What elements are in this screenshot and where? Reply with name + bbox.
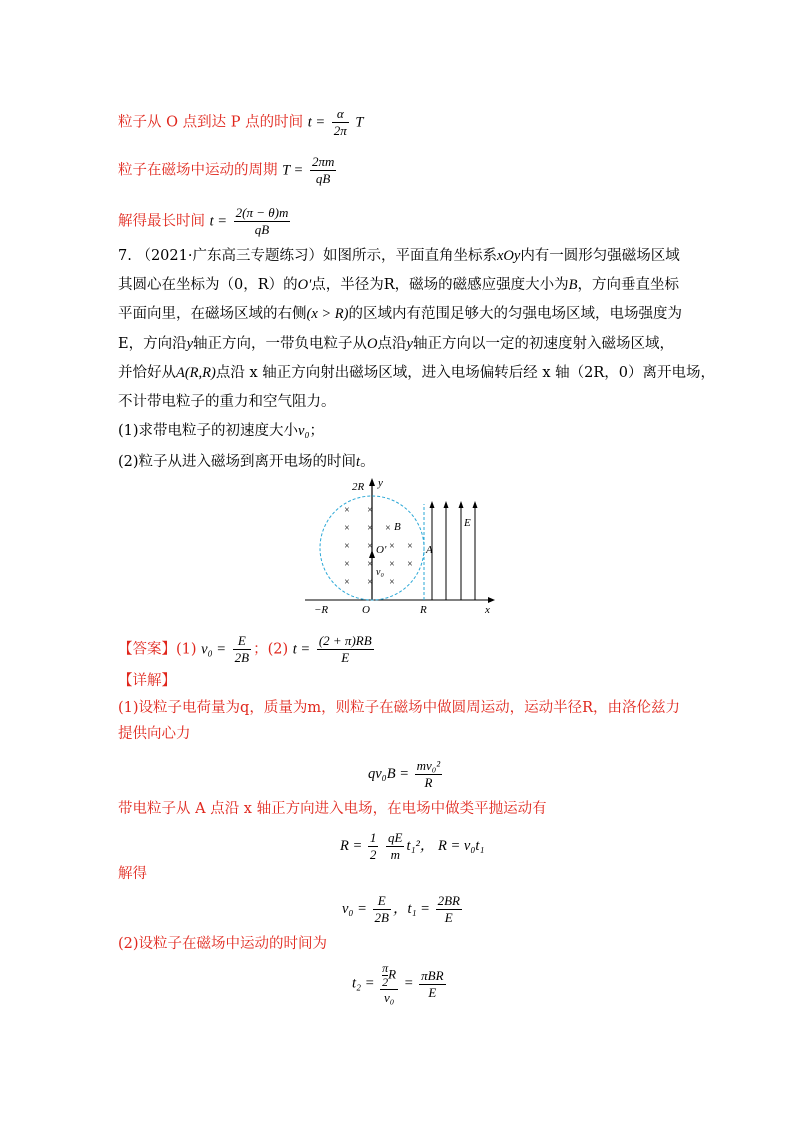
top-line-3-lhs: t = bbox=[209, 213, 228, 230]
label-R: R bbox=[420, 604, 427, 616]
top-line-2-fraction bbox=[310, 154, 336, 187]
answer-v0-lhs: v₀ = bbox=[201, 641, 227, 658]
problem-line-6 bbox=[118, 392, 336, 412]
detail-line-3: 带电粒子从 A 点沿 x 轴正方向进入电场，在电场中做类平抛运动有 bbox=[118, 801, 547, 817]
problem-text: 点沿 bbox=[377, 336, 407, 352]
equation-rhs: R = v₀t₁ bbox=[438, 837, 485, 854]
detail-line-5: (2)设粒子在磁场中运动的时间为 bbox=[118, 936, 328, 952]
math-symbol: xOy bbox=[496, 248, 521, 264]
problem-text: 平面向里，在磁场区域的右侧 bbox=[118, 306, 307, 322]
math-symbol: O' bbox=[297, 277, 312, 293]
top-line-1-lhs: t = bbox=[307, 114, 326, 131]
question-text: (1)求带电粒子的初速度大小 bbox=[118, 423, 299, 439]
fraction-numerator: E bbox=[373, 893, 391, 910]
fraction-denominator: 2π bbox=[333, 123, 347, 138]
cross-mark: × bbox=[385, 523, 391, 534]
fraction-denominator: R bbox=[424, 775, 433, 790]
equation-fraction bbox=[386, 830, 404, 863]
answer-t-fraction bbox=[317, 633, 374, 666]
problem-text: 其圆心在坐标为（0，R）的 bbox=[118, 277, 298, 293]
equation-fraction-half bbox=[368, 830, 379, 863]
problem-text: 内有一圆形匀强磁场区域 bbox=[520, 248, 680, 264]
fraction-denominator: 2B bbox=[374, 910, 389, 925]
cross-mark: × bbox=[367, 559, 373, 570]
problem-line-2 bbox=[118, 275, 679, 295]
fraction-denominator: 2B bbox=[234, 650, 250, 665]
top-line-2-text: 粒子在磁场中运动的周期 bbox=[118, 162, 278, 179]
fraction-denominator: v₀ bbox=[383, 990, 395, 1005]
equation-3 bbox=[342, 893, 464, 926]
fraction-numerator: πBR bbox=[421, 967, 444, 983]
answer-line bbox=[118, 633, 376, 666]
fraction-numerator: (2 + π)RB bbox=[318, 633, 372, 648]
problem-text: 点沿 x 轴正方向射出磁场区域，进入电场偏转后经 x 轴（2R，0）离开电场， bbox=[215, 365, 716, 381]
cross-mark: × bbox=[389, 559, 395, 570]
problem-text: E，方向沿 bbox=[118, 336, 187, 352]
answer-v0-fraction bbox=[233, 633, 251, 666]
fraction-denominator: qB bbox=[315, 171, 331, 186]
answer-t-lhs: t = bbox=[292, 641, 311, 658]
fraction-numerator: 2BR bbox=[437, 893, 460, 908]
fraction-denominator: 2 bbox=[369, 847, 377, 862]
question-text: (2)粒子从进入磁场到离开电场的时间 bbox=[118, 454, 357, 470]
equation-2 bbox=[340, 830, 484, 863]
answer-part-2: (2) bbox=[267, 641, 289, 658]
top-line-1-fraction bbox=[332, 106, 349, 139]
top-line-1-text: 粒子从 O 点到达 P 点的时间 bbox=[118, 114, 304, 131]
question-1 bbox=[118, 421, 324, 441]
problem-line-4 bbox=[118, 334, 674, 354]
label-v0: v₀ bbox=[376, 567, 384, 578]
label-B: B bbox=[394, 521, 401, 533]
fraction-numerator bbox=[380, 962, 398, 990]
equation-lhs: qv₀B = bbox=[368, 765, 409, 782]
equation-term: t₁²， bbox=[406, 837, 435, 854]
cross-mark: × bbox=[367, 523, 373, 534]
label-2R: 2R bbox=[352, 481, 365, 493]
fraction-numerator: qE bbox=[388, 830, 403, 845]
fraction-denominator: E bbox=[444, 910, 453, 925]
numerator-R: R bbox=[388, 966, 397, 982]
problem-text: 如图所示，平面直角坐标系 bbox=[322, 248, 497, 264]
top-line-1 bbox=[118, 106, 363, 139]
equation-equals: = bbox=[403, 975, 414, 992]
math-symbol: O bbox=[367, 336, 378, 352]
math-symbol: t bbox=[356, 454, 361, 470]
equation-lhs: t₂ = bbox=[352, 975, 375, 992]
cross-mark: × bbox=[344, 523, 350, 534]
problem-line-3 bbox=[118, 304, 682, 324]
math-symbol: y bbox=[186, 336, 194, 352]
y-axis-arrow bbox=[369, 478, 375, 486]
equation-fraction bbox=[415, 758, 443, 791]
equation-lhs: v₀ = bbox=[342, 900, 367, 917]
cross-mark: × bbox=[344, 559, 350, 570]
top-line-2-lhs: T = bbox=[282, 162, 304, 179]
fraction-denominator: E bbox=[428, 984, 437, 1000]
cross-mark: × bbox=[367, 505, 373, 516]
top-line-3 bbox=[118, 205, 292, 238]
equation-4 bbox=[352, 962, 448, 1006]
math-symbol: y bbox=[406, 336, 413, 352]
inner-denominator: 2 bbox=[382, 975, 389, 989]
fraction-denominator: qB bbox=[254, 222, 270, 237]
cross-mark: × bbox=[407, 559, 413, 570]
label-E: E bbox=[464, 517, 471, 529]
fraction-denominator: E bbox=[341, 650, 350, 665]
answer-part-1: (1) bbox=[176, 641, 197, 658]
equation-lhs: R = bbox=[340, 837, 363, 854]
fraction-denominator: m bbox=[390, 847, 400, 862]
physics-diagram bbox=[300, 476, 500, 616]
problem-text: 轴正方向，一带负电粒子从 bbox=[193, 336, 368, 352]
top-line-3-fraction bbox=[234, 205, 291, 238]
label-A: A bbox=[426, 544, 433, 556]
cross-mark: × bbox=[344, 505, 350, 516]
label-x: x bbox=[485, 604, 490, 616]
top-line-1-tail: T bbox=[355, 114, 364, 131]
cross-mark: × bbox=[344, 577, 350, 588]
cross-mark: × bbox=[344, 541, 350, 552]
equation-fraction bbox=[373, 893, 391, 926]
detail-line-2: 提供向心力 bbox=[118, 726, 191, 742]
top-line-2 bbox=[118, 154, 338, 187]
answer-tag: 【答案】 bbox=[118, 641, 176, 658]
equation-mid: ，t₁ = bbox=[392, 900, 430, 917]
electric-field-lines bbox=[430, 501, 478, 600]
problem-text: 轴正方向以一定的初速度射入磁场区域， bbox=[412, 336, 674, 352]
fraction-numerator: 2(π − θ)m bbox=[235, 205, 289, 220]
problem-text: 点，半径为R，磁场的磁感应强度大小为 bbox=[311, 277, 569, 293]
fraction-numerator: α bbox=[332, 106, 349, 123]
detail-tag: 【详解】 bbox=[118, 673, 176, 689]
question-2 bbox=[118, 452, 375, 472]
inner-numerator: π bbox=[382, 961, 389, 975]
problem-line-1 bbox=[118, 246, 680, 266]
equation-fraction-2 bbox=[419, 968, 445, 1001]
equation-fraction-2 bbox=[436, 893, 462, 926]
problem-text: ，方向垂直坐标 bbox=[577, 277, 680, 293]
math-symbol: A(R,R) bbox=[176, 365, 216, 381]
problem-text: 的区域内有范围足够大的匀强电场区域，电场强度为 bbox=[348, 306, 682, 322]
label-neg-R: −R bbox=[314, 604, 329, 616]
detail-line-4: 解得 bbox=[118, 866, 147, 882]
label-O: O bbox=[362, 604, 370, 616]
cross-mark: × bbox=[367, 541, 373, 552]
problem-line-5 bbox=[118, 363, 715, 383]
cross-mark: × bbox=[389, 541, 395, 552]
equation-compound-fraction bbox=[380, 962, 398, 1006]
problem-text: 并恰好从 bbox=[118, 365, 176, 381]
equation-1 bbox=[368, 758, 444, 791]
label-y: y bbox=[378, 477, 383, 489]
cross-mark: × bbox=[367, 577, 373, 588]
fraction-numerator: 2πm bbox=[311, 154, 335, 169]
cross-mark: × bbox=[389, 577, 395, 588]
fraction-numerator: E bbox=[233, 633, 251, 650]
math-symbol: B bbox=[568, 277, 578, 293]
question-text: ； bbox=[309, 423, 325, 439]
top-line-3-text: 解得最长时间 bbox=[118, 213, 205, 230]
problem-number: 7. bbox=[118, 248, 132, 264]
question-text: 。 bbox=[360, 454, 375, 470]
math-symbol: (x > R) bbox=[306, 306, 349, 322]
x-axis-arrow bbox=[488, 597, 495, 603]
label-O-prime: O' bbox=[376, 544, 387, 556]
fraction-numerator: mv₀² bbox=[416, 758, 441, 773]
problem-source: （2021·广东高三专题练习） bbox=[136, 248, 323, 264]
problem-text: 不计带电粒子的重力和空气阻力。 bbox=[118, 394, 336, 410]
cross-mark: × bbox=[407, 541, 413, 552]
detail-line-1: (1)设粒子电荷量为q，质量为m，则粒子在磁场中做圆周运动，运动半径R，由洛伦兹力 bbox=[118, 700, 680, 716]
answer-separator: ； bbox=[253, 641, 268, 658]
math-symbol: v₀ bbox=[298, 423, 310, 439]
fraction-numerator: 1 bbox=[369, 830, 377, 845]
